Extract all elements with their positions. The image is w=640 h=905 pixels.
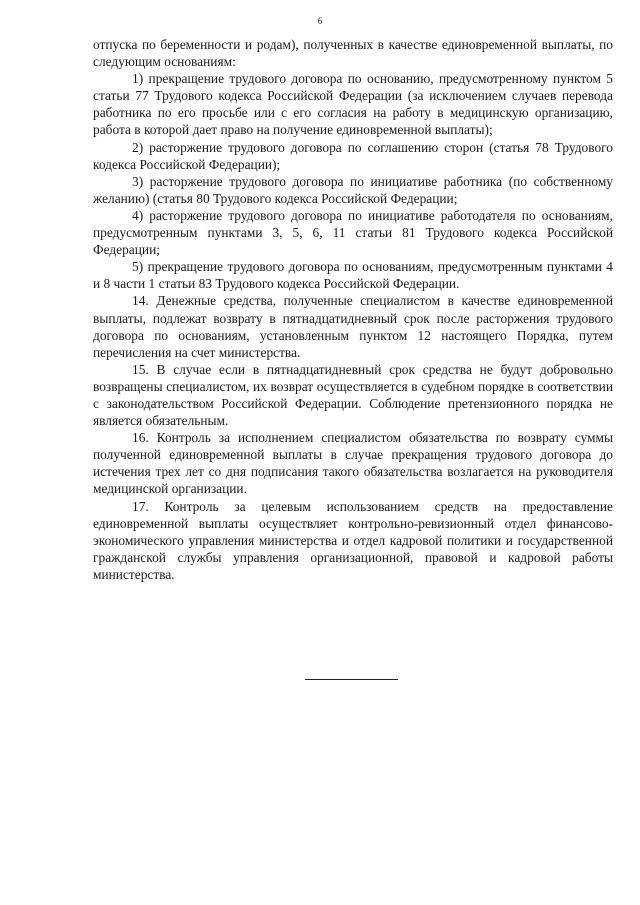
paragraph-item-2: 2) расторжение трудового договора по соглашению сторон (статья 78 Трудового кодекса Российской Федерации); <box>93 139 613 172</box>
paragraph-item-3: 3) расторжение трудового договора по инициативе работника (по собственному желанию) (статья 80 Трудового кодекса Российской Федерации; <box>93 173 613 206</box>
paragraph-item-4: 4) расторжение трудового договора по инициативе работодателя по основаниям, предусмотренным пунктами 3, 5, 6, 11 статьи 81 Трудового кодекса Российской Федерации; <box>93 207 613 258</box>
document-body <box>93 36 613 583</box>
paragraph-clause-16: 16. Контроль за исполнением специалистом обязательства по возврату суммы полученной единовременной выплаты в случае прекращения трудового договора до истечения трех лет со дня подписания такого обязательства возлагается на руководителя медицинской организации. <box>93 430 613 497</box>
paragraph-continuation: отпуска по беременности и родам), полученных в качестве единовременной выплаты, по следующим основаниям: <box>93 37 613 70</box>
paragraph-item-1: 1) прекращение трудового договора по основанию, предусмотренному пунктом 5 статьи 77 Трудового кодекса Российской Федерации (за исключением случаев перевода работника по его просьбе или с его согласия на работу в медицинскую организацию, работа в которой дает право на получение единовременной выплаты); <box>93 71 613 138</box>
paragraph-clause-15: 15. В случае если в пятнадцатидневный срок средства не будут добровольно возвращены специалистом, их возврат осуществляется в судебном порядке в соответствии с законодательством Российской Федерации. Соблюдение претензионного порядка не является обязательным. <box>93 361 613 429</box>
paragraph-clause-17: 17. Контроль за целевым использованием средств на предоставление единовременной выплаты осуществляет контрольно-ревизионный отдел финансово-экономического управления министерства и отдел кадровой политики и государственной гражданской службы управления организационной, правовой и кадровой работы министерства. <box>93 498 613 582</box>
paragraph-clause-14: 14. Денежные средства, полученные специалистом в качестве единовременной выплаты, подлежат возврату в пятнадцатидневный срок после расторжения трудового договора по основаниям, установленным пунктом 12 настоящего Порядка, путем перечисления на счет министерства. <box>93 293 613 360</box>
page-number: 6 <box>317 16 323 26</box>
paragraph-item-5: 5) прекращение трудового договора по основаниям, предусмотренным пунктами 4 и 8 части 1 статьи 83 Трудового кодекса Российской Федерации. <box>93 259 613 292</box>
end-of-document-rule <box>305 679 398 680</box>
